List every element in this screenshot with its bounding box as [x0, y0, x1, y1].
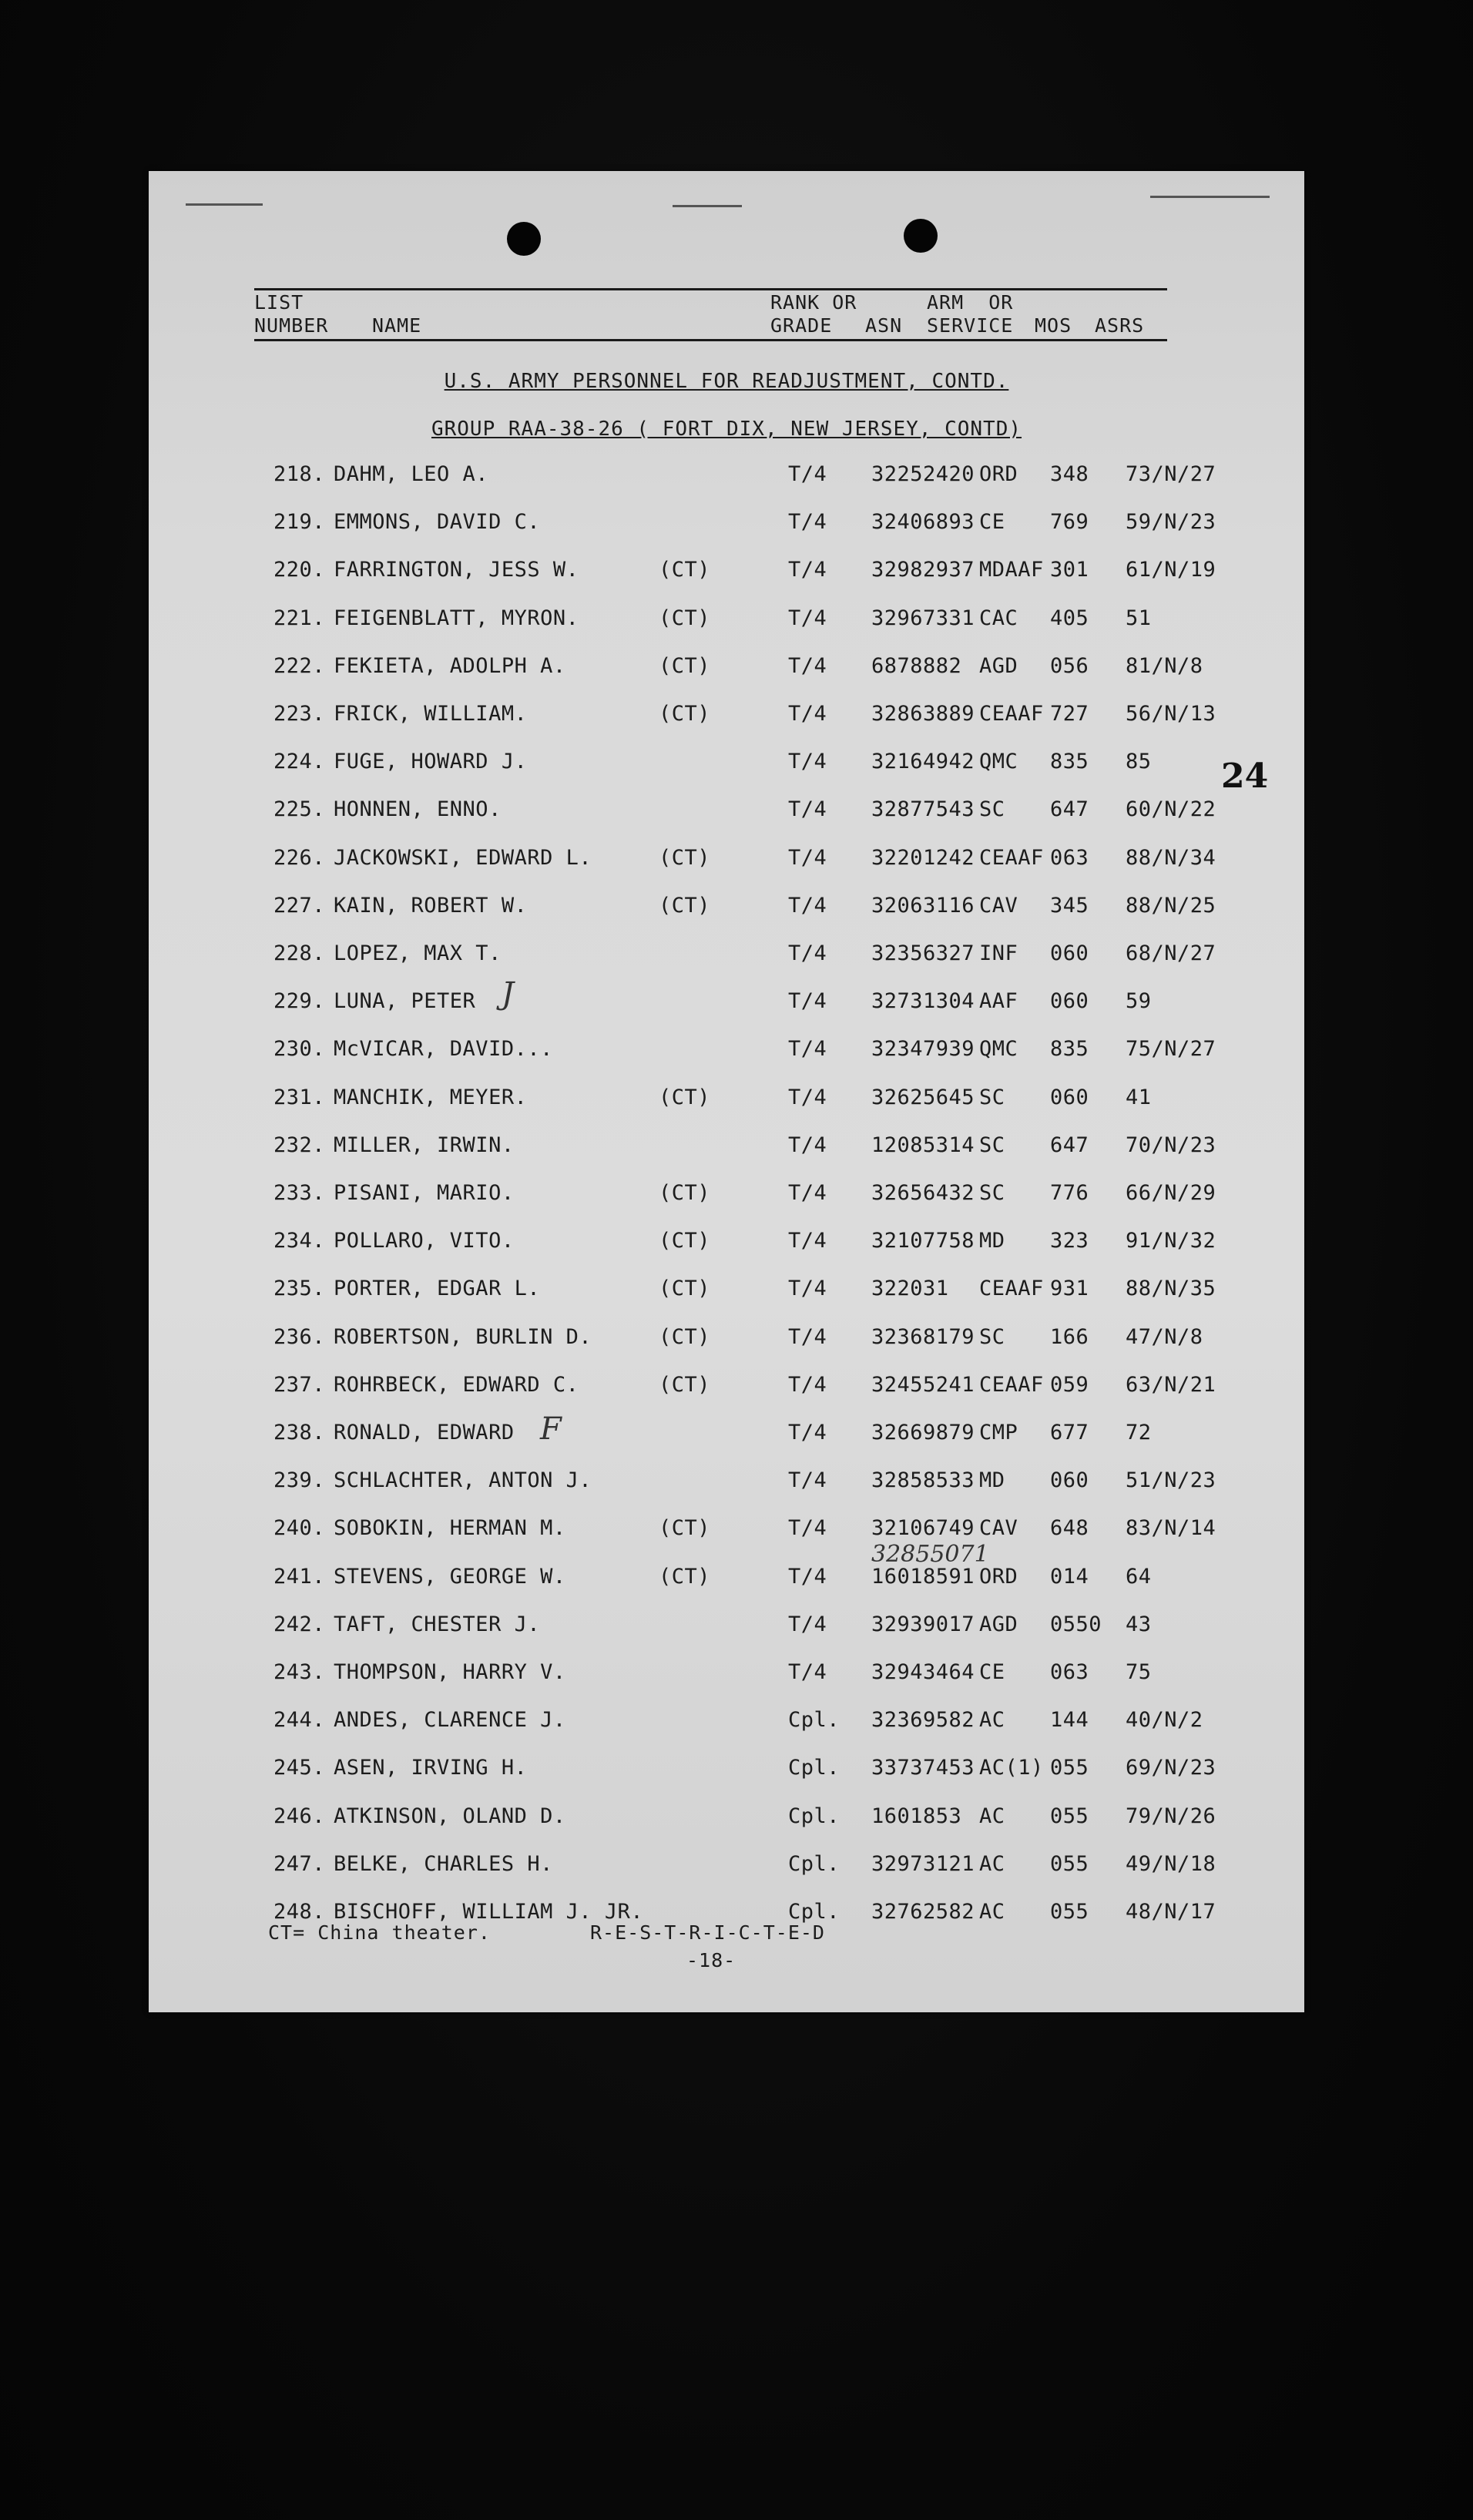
asrs: 91/N/32	[1126, 1229, 1216, 1253]
rank-grade: Cpl.	[788, 1708, 841, 1733]
header-service: SERVICE	[927, 314, 1014, 337]
handwritten-initial-luna: J	[502, 976, 515, 1012]
header-number: NUMBER	[254, 314, 329, 337]
header-mos: MOS	[1035, 314, 1072, 337]
list-number: 223.	[273, 702, 325, 726]
table-row	[149, 1565, 1304, 1612]
asrs: 72	[1126, 1421, 1152, 1445]
list-number: 240.	[273, 1516, 325, 1541]
asn: 32201242	[871, 845, 975, 870]
personnel-name: ROHRBECK, EDWARD C.	[334, 1372, 579, 1397]
list-number: 239.	[273, 1468, 325, 1493]
mos: 055	[1050, 1900, 1089, 1924]
asrs: 49/N/18	[1126, 1851, 1216, 1876]
table-row	[149, 1133, 1304, 1181]
theater-code: (CT)	[659, 1277, 711, 1301]
asrs: 69/N/23	[1126, 1756, 1216, 1780]
footer-page-number: -18-	[686, 1949, 736, 1971]
personnel-name: KAIN, ROBERT W.	[334, 893, 528, 918]
handwritten-asn-correction: 32855071	[871, 1541, 989, 1568]
rank-grade: T/4	[788, 1660, 827, 1684]
asn: 33737453	[871, 1756, 975, 1780]
asrs: 51/N/23	[1126, 1468, 1216, 1493]
asn: 32368179	[871, 1324, 975, 1349]
arm-service: SC	[979, 797, 1005, 822]
table-row	[149, 1660, 1304, 1708]
table-row	[149, 989, 1304, 1037]
arm-service: AC	[979, 1804, 1005, 1828]
arm-service: SC	[979, 1324, 1005, 1349]
theater-code: (CT)	[659, 653, 711, 678]
list-number: 224.	[273, 750, 325, 774]
asn: 32252420	[871, 462, 975, 486]
asn: 322031	[871, 1277, 949, 1301]
mos: 835	[1050, 1037, 1089, 1062]
asn: 32863889	[871, 702, 975, 726]
personnel-name: STEVENS, GEORGE W.	[334, 1564, 566, 1589]
arm-service: CE	[979, 1660, 1005, 1684]
margin-page-number: 24	[1221, 757, 1269, 796]
table-row	[149, 1612, 1304, 1660]
header-name: NAME	[372, 314, 422, 337]
mos: 345	[1050, 893, 1089, 918]
margin-tick	[673, 205, 742, 207]
punch-hole-left	[507, 222, 541, 256]
asn: 32347939	[871, 1037, 975, 1062]
theater-code: (CT)	[659, 1229, 711, 1253]
list-number: 237.	[273, 1372, 325, 1397]
list-number: 241.	[273, 1564, 325, 1589]
list-number: 229.	[273, 989, 325, 1014]
list-number: 221.	[273, 606, 325, 630]
personnel-name: POLLARO, VITO.	[334, 1229, 515, 1253]
asn: 32369582	[871, 1708, 975, 1733]
asn: 32107758	[871, 1229, 975, 1253]
header-top-rule	[254, 288, 1167, 290]
asrs: 51	[1126, 606, 1152, 630]
theater-code: (CT)	[659, 1324, 711, 1349]
arm-service: AC(1)	[979, 1756, 1044, 1780]
asrs: 88/N/35	[1126, 1277, 1216, 1301]
arm-service: MDAAF	[979, 558, 1044, 582]
asn: 32939017	[871, 1612, 975, 1636]
asn: 32967331	[871, 606, 975, 630]
arm-service: AC	[979, 1708, 1005, 1733]
asn: 32877543	[871, 797, 975, 822]
theater-code: (CT)	[659, 1181, 711, 1205]
asn: 32625645	[871, 1085, 975, 1109]
asrs: 63/N/21	[1126, 1372, 1216, 1397]
personnel-name: ASEN, IRVING H.	[334, 1756, 528, 1780]
personnel-name: FUGE, HOWARD J.	[334, 750, 528, 774]
asn: 32669879	[871, 1421, 975, 1445]
asrs: 43	[1126, 1612, 1152, 1636]
rank-grade: T/4	[788, 1372, 827, 1397]
arm-service: SC	[979, 1132, 1005, 1157]
table-row	[149, 462, 1304, 510]
asn: 32973121	[871, 1851, 975, 1876]
mos: 931	[1050, 1277, 1089, 1301]
list-number: 245.	[273, 1756, 325, 1780]
table-row	[149, 797, 1304, 845]
rank-grade: T/4	[788, 750, 827, 774]
list-number: 232.	[273, 1132, 325, 1157]
rank-grade: T/4	[788, 1132, 827, 1157]
mos: 055	[1050, 1851, 1089, 1876]
list-number: 228.	[273, 941, 325, 965]
rank-grade: T/4	[788, 1324, 827, 1349]
arm-service: SC	[979, 1085, 1005, 1109]
arm-service: AC	[979, 1900, 1005, 1924]
table-row	[149, 1708, 1304, 1756]
personnel-name: HONNEN, ENNO.	[334, 797, 502, 822]
table-row	[149, 1229, 1304, 1277]
table-row	[149, 750, 1304, 797]
mos: 677	[1050, 1421, 1089, 1445]
arm-service: AGD	[979, 1612, 1018, 1636]
handwritten-initial-ronald: F	[540, 1411, 562, 1447]
personnel-name: ANDES, CLARENCE J.	[334, 1708, 566, 1733]
list-number: 231.	[273, 1085, 325, 1109]
arm-service: AAF	[979, 989, 1018, 1014]
asrs: 61/N/19	[1126, 558, 1216, 582]
theater-code: (CT)	[659, 1372, 711, 1397]
list-number: 246.	[273, 1804, 325, 1828]
personnel-name: THOMPSON, HARRY V.	[334, 1660, 566, 1684]
asrs: 81/N/8	[1126, 653, 1203, 678]
table-row	[149, 1325, 1304, 1373]
table-row	[149, 941, 1304, 989]
table-row	[149, 1516, 1304, 1564]
list-number: 238.	[273, 1421, 325, 1445]
personnel-name: McVICAR, DAVID...	[334, 1037, 553, 1062]
personnel-name: JACKOWSKI, EDWARD L.	[334, 845, 592, 870]
personnel-name: MILLER, IRWIN.	[334, 1132, 515, 1157]
rank-grade: T/4	[788, 1564, 827, 1589]
asrs: 75/N/27	[1126, 1037, 1216, 1062]
list-number: 225.	[273, 797, 325, 822]
asrs: 88/N/34	[1126, 845, 1216, 870]
mos: 405	[1050, 606, 1089, 630]
theater-code: (CT)	[659, 702, 711, 726]
arm-service: CEAAF	[979, 845, 1044, 870]
arm-service: AGD	[979, 653, 1018, 678]
mos: 060	[1050, 1468, 1089, 1493]
mos: 348	[1050, 462, 1089, 486]
table-row	[149, 1373, 1304, 1421]
mos: 301	[1050, 558, 1089, 582]
rank-grade: T/4	[788, 941, 827, 965]
footer-classification: R-E-S-T-R-I-C-T-E-D	[590, 1921, 825, 1944]
table-row	[149, 510, 1304, 558]
arm-service: QMC	[979, 1037, 1018, 1062]
rank-grade: T/4	[788, 893, 827, 918]
theater-code: (CT)	[659, 845, 711, 870]
asn: 32943464	[871, 1660, 975, 1684]
list-number: 234.	[273, 1229, 325, 1253]
rank-grade: T/4	[788, 797, 827, 822]
personnel-name: LOPEZ, MAX T.	[334, 941, 502, 965]
list-number: 244.	[273, 1708, 325, 1733]
personnel-name: RONALD, EDWARD	[334, 1421, 515, 1445]
asn: 32406893	[871, 510, 975, 535]
list-number: 242.	[273, 1612, 325, 1636]
list-number: 226.	[273, 845, 325, 870]
mos: 323	[1050, 1229, 1089, 1253]
theater-code: (CT)	[659, 893, 711, 918]
list-number: 218.	[273, 462, 325, 486]
rank-grade: T/4	[788, 1516, 827, 1541]
arm-service: AC	[979, 1851, 1005, 1876]
personnel-name: SCHLACHTER, ANTON J.	[334, 1468, 592, 1493]
table-row	[149, 1037, 1304, 1085]
rank-grade: T/4	[788, 558, 827, 582]
asrs: 79/N/26	[1126, 1804, 1216, 1828]
list-number: 243.	[273, 1660, 325, 1684]
table-row	[149, 846, 1304, 894]
asn: 32063116	[871, 893, 975, 918]
mos: 060	[1050, 941, 1089, 965]
rank-grade: T/4	[788, 845, 827, 870]
rank-grade: T/4	[788, 1181, 827, 1205]
table-row	[149, 1086, 1304, 1133]
table-row	[149, 606, 1304, 654]
rank-grade: T/4	[788, 1037, 827, 1062]
asrs: 59/N/23	[1126, 510, 1216, 535]
arm-service: ORD	[979, 462, 1018, 486]
personnel-name: LUNA, PETER	[334, 989, 476, 1014]
asn: 32455241	[871, 1372, 975, 1397]
header-arm-or: ARM OR	[927, 291, 1014, 314]
table-row	[149, 1468, 1304, 1516]
header-asn: ASN	[865, 314, 903, 337]
rank-grade: T/4	[788, 462, 827, 486]
arm-service: CMP	[979, 1421, 1018, 1445]
personnel-name: FRICK, WILLIAM.	[334, 702, 528, 726]
arm-service: CEAAF	[979, 702, 1044, 726]
mos: 144	[1050, 1708, 1089, 1733]
rank-grade: Cpl.	[788, 1804, 841, 1828]
arm-service: CEAAF	[979, 1277, 1044, 1301]
personnel-name: FEKIETA, ADOLPH A.	[334, 653, 566, 678]
personnel-name: FEIGENBLATT, MYRON.	[334, 606, 579, 630]
punch-hole-right	[904, 219, 938, 253]
mos: 727	[1050, 702, 1089, 726]
asrs: 59	[1126, 989, 1152, 1014]
arm-service: MD	[979, 1468, 1005, 1493]
arm-service: SC	[979, 1181, 1005, 1205]
personnel-name: EMMONS, DAVID C.	[334, 510, 541, 535]
rank-grade: Cpl.	[788, 1900, 841, 1924]
asn: 32982937	[871, 558, 975, 582]
table-row	[149, 558, 1304, 606]
arm-service: CE	[979, 510, 1005, 535]
mos: 647	[1050, 1132, 1089, 1157]
mos: 647	[1050, 797, 1089, 822]
document-page	[149, 171, 1304, 2012]
theater-code: (CT)	[659, 1085, 711, 1109]
asrs: 88/N/25	[1126, 893, 1216, 918]
asrs: 60/N/22	[1126, 797, 1216, 822]
theater-code: (CT)	[659, 1516, 711, 1541]
asrs: 40/N/2	[1126, 1708, 1203, 1733]
mos: 648	[1050, 1516, 1089, 1541]
rank-grade: T/4	[788, 1229, 827, 1253]
list-number: 222.	[273, 653, 325, 678]
rank-grade: T/4	[788, 510, 827, 535]
personnel-name: PISANI, MARIO.	[334, 1181, 515, 1205]
rank-grade: T/4	[788, 1085, 827, 1109]
asn: 32858533	[871, 1468, 975, 1493]
mos: 166	[1050, 1324, 1089, 1349]
list-number: 248.	[273, 1900, 325, 1924]
list-number: 233.	[273, 1181, 325, 1205]
list-number: 247.	[273, 1851, 325, 1876]
personnel-name: FARRINGTON, JESS W.	[334, 558, 579, 582]
table-row	[149, 1277, 1304, 1324]
asn: 1601853	[871, 1804, 962, 1828]
asn: 32106749	[871, 1516, 975, 1541]
list-number: 236.	[273, 1324, 325, 1349]
arm-service: MD	[979, 1229, 1005, 1253]
asrs: 41	[1126, 1085, 1152, 1109]
mos: 060	[1050, 989, 1089, 1014]
mos: 835	[1050, 750, 1089, 774]
list-number: 235.	[273, 1277, 325, 1301]
asrs: 48/N/17	[1126, 1900, 1216, 1924]
rank-grade: T/4	[788, 606, 827, 630]
mos: 014	[1050, 1564, 1089, 1589]
arm-service: CAV	[979, 1516, 1018, 1541]
asn: 32164942	[871, 750, 975, 774]
personnel-name: DAHM, LEO A.	[334, 462, 489, 486]
header-list: LIST	[254, 291, 304, 314]
table-row	[149, 654, 1304, 702]
rank-grade: Cpl.	[788, 1756, 841, 1780]
personnel-name: PORTER, EDGAR L.	[334, 1277, 541, 1301]
header-grade: GRADE	[770, 314, 833, 337]
asn: 12085314	[871, 1132, 975, 1157]
asrs: 68/N/27	[1126, 941, 1216, 965]
footer-legend: CT= China theater.	[268, 1921, 491, 1944]
margin-tick	[186, 203, 263, 206]
mos: 055	[1050, 1804, 1089, 1828]
arm-service: QMC	[979, 750, 1018, 774]
asrs: 64	[1126, 1564, 1152, 1589]
table-row	[149, 1804, 1304, 1852]
table-row	[149, 894, 1304, 941]
arm-service: INF	[979, 941, 1018, 965]
table-row	[149, 1181, 1304, 1229]
header-asrs: ASRS	[1095, 314, 1145, 337]
theater-code: (CT)	[659, 558, 711, 582]
theater-code: (CT)	[659, 606, 711, 630]
rank-grade: T/4	[788, 1612, 827, 1636]
personnel-name: ROBERTSON, BURLIN D.	[334, 1324, 592, 1349]
table-row	[149, 702, 1304, 750]
asrs: 83/N/14	[1126, 1516, 1216, 1541]
mos: 060	[1050, 1085, 1089, 1109]
arm-service: CAC	[979, 606, 1018, 630]
table-row	[149, 1421, 1304, 1468]
asn: 16018591	[871, 1564, 975, 1589]
personnel-name: TAFT, CHESTER J.	[334, 1612, 541, 1636]
document-title: U.S. ARMY PERSONNEL FOR READJUSTMENT, CONTD.	[444, 370, 1009, 393]
mos: 063	[1050, 1660, 1089, 1684]
margin-tick	[1150, 196, 1270, 198]
list-number: 220.	[273, 558, 325, 582]
personnel-name: BISCHOFF, WILLIAM J. JR.	[334, 1900, 644, 1924]
rank-grade: T/4	[788, 1421, 827, 1445]
header-rank-or: RANK OR	[770, 291, 857, 314]
mos: 063	[1050, 845, 1089, 870]
asrs: 75	[1126, 1660, 1152, 1684]
group-subtitle: GROUP RAA-38-26 ( FORT DIX, NEW JERSEY, CONTD)	[431, 418, 1022, 441]
arm-service: CAV	[979, 893, 1018, 918]
asrs: 73/N/27	[1126, 462, 1216, 486]
mos: 055	[1050, 1756, 1089, 1780]
table-row	[149, 1756, 1304, 1804]
asn: 32656432	[871, 1181, 975, 1205]
personnel-name: SOBOKIN, HERMAN M.	[334, 1516, 566, 1541]
asrs: 85	[1126, 750, 1152, 774]
mos: 776	[1050, 1181, 1089, 1205]
mos: 0550	[1050, 1612, 1102, 1636]
mos: 056	[1050, 653, 1089, 678]
arm-service: CEAAF	[979, 1372, 1044, 1397]
asn: 6878882	[871, 653, 962, 678]
mos: 769	[1050, 510, 1089, 535]
theater-code: (CT)	[659, 1564, 711, 1589]
list-number: 230.	[273, 1037, 325, 1062]
asrs: 56/N/13	[1126, 702, 1216, 726]
list-number: 227.	[273, 893, 325, 918]
asn: 32762582	[871, 1900, 975, 1924]
rank-grade: Cpl.	[788, 1851, 841, 1876]
personnel-name: MANCHIK, MEYER.	[334, 1085, 528, 1109]
arm-service: ORD	[979, 1564, 1018, 1589]
asrs: 66/N/29	[1126, 1181, 1216, 1205]
asrs: 70/N/23	[1126, 1132, 1216, 1157]
table-row	[149, 1852, 1304, 1900]
mos: 059	[1050, 1372, 1089, 1397]
asn: 32731304	[871, 989, 975, 1014]
header-bottom-rule	[254, 339, 1167, 341]
asrs: 47/N/8	[1126, 1324, 1203, 1349]
rank-grade: T/4	[788, 1468, 827, 1493]
asn: 32356327	[871, 941, 975, 965]
personnel-name: ATKINSON, OLAND D.	[334, 1804, 566, 1828]
list-number: 219.	[273, 510, 325, 535]
rank-grade: T/4	[788, 653, 827, 678]
rank-grade: T/4	[788, 702, 827, 726]
rank-grade: T/4	[788, 1277, 827, 1301]
rank-grade: T/4	[788, 989, 827, 1014]
personnel-name: BELKE, CHARLES H.	[334, 1851, 553, 1876]
